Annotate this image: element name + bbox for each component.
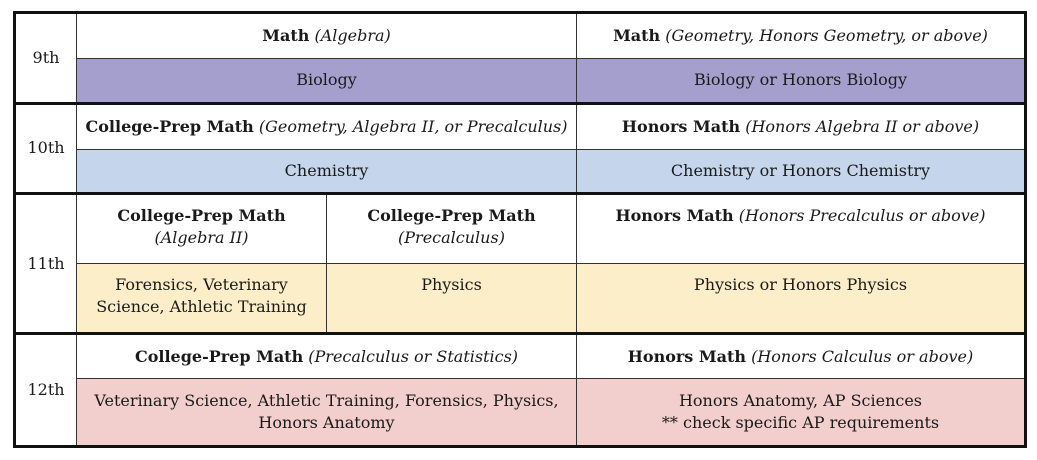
grade9-label: 9th	[15, 13, 77, 104]
grade11-math-honors-title: Honors Math	[615, 206, 734, 226]
grade10-science-college-prep: Chemistry	[77, 149, 577, 193]
grade9-science-row	[15, 59, 1026, 103]
grade9-math-row	[15, 13, 1026, 59]
grade11-math-precalculus-courses: (Precalculus)	[398, 228, 505, 248]
grade11-science-algebra-line1: Forensics, Veterinary	[115, 274, 288, 294]
grade9-math-standard-title: Math	[262, 26, 310, 46]
grade12-math-college-prep-title: College-Prep Math	[134, 346, 304, 366]
grade10-math-college-prep-courses: (Geometry, Algebra II, or Precalculus)	[258, 116, 568, 136]
grade11-math-honors	[577, 194, 1026, 263]
grade9-science-honors: Biology or Honors Biology	[577, 59, 1026, 103]
grade11-math-algebra	[77, 194, 327, 263]
grade12-math-college-prep-courses: (Precalculus or Statistics)	[308, 346, 519, 366]
grade9-math-standard-courses: (Algebra)	[314, 26, 391, 46]
grade11-math-precalculus-title: College-Prep Math	[367, 206, 536, 226]
grade12-science-row	[15, 379, 1026, 447]
grade12-math-honors-courses: (Honors Calculus or above)	[751, 346, 974, 366]
grade9-math-standard	[77, 13, 577, 59]
grade11-science-precalculus: Physics	[327, 263, 577, 333]
grade12-label: 12th	[15, 334, 77, 447]
grade12-math-honors	[577, 334, 1026, 379]
grade12-math-row	[15, 334, 1026, 379]
grade11-math-algebra-title: College-Prep Math	[117, 206, 286, 226]
grade11-science-honors: Physics or Honors Physics	[577, 263, 1026, 333]
grade10-science-row	[15, 149, 1026, 193]
grade11-math-precalculus	[327, 194, 577, 263]
grade10-math-row	[15, 103, 1026, 149]
grade9-math-honors	[577, 13, 1026, 59]
grade10-math-honors	[577, 103, 1026, 149]
grade10-math-college-prep	[77, 103, 577, 149]
course-plan-sheet	[13, 11, 1024, 448]
grade9-math-honors-title: Math	[613, 26, 661, 46]
grade12-science-college-prep-line1: Veterinary Science, Athletic Training, Forensics, Physics,	[94, 391, 559, 411]
grade10-label: 10th	[15, 103, 77, 194]
grade11-math-row	[15, 194, 1026, 263]
grade11-science-row	[15, 263, 1026, 333]
grade12-math-honors-title: Honors Math	[627, 346, 746, 366]
grade10-science-honors: Chemistry or Honors Chemistry	[577, 149, 1026, 193]
grade11-label: 11th	[15, 194, 77, 334]
grade10-math-honors-courses: (Honors Algebra II or above)	[745, 116, 980, 136]
grade12-science-honors-line1: Honors Anatomy, AP Sciences	[678, 391, 923, 411]
grade12-science-honors	[577, 379, 1026, 447]
grade12-science-college-prep-line2: Honors Anatomy	[258, 413, 395, 433]
grade11-math-algebra-courses: (Algebra II)	[154, 228, 249, 248]
grade10-math-college-prep-title: College-Prep Math	[85, 116, 254, 136]
grade11-science-algebra-line2: Science, Athletic Training	[96, 296, 307, 316]
grade9-math-honors-courses: (Geometry, Honors Geometry, or above)	[665, 26, 988, 46]
grade9-science-standard: Biology	[77, 59, 577, 103]
grade12-science-honors-line2: ** check specific AP requirements	[661, 413, 940, 433]
grade10-math-honors-title: Honors Math	[621, 116, 741, 136]
grade11-math-honors-courses: (Honors Precalculus or above)	[738, 206, 986, 226]
grade11-science-algebra	[77, 263, 327, 333]
grade12-math-college-prep	[77, 334, 577, 379]
course-plan-table	[13, 11, 1027, 448]
grade12-science-college-prep	[77, 379, 577, 447]
